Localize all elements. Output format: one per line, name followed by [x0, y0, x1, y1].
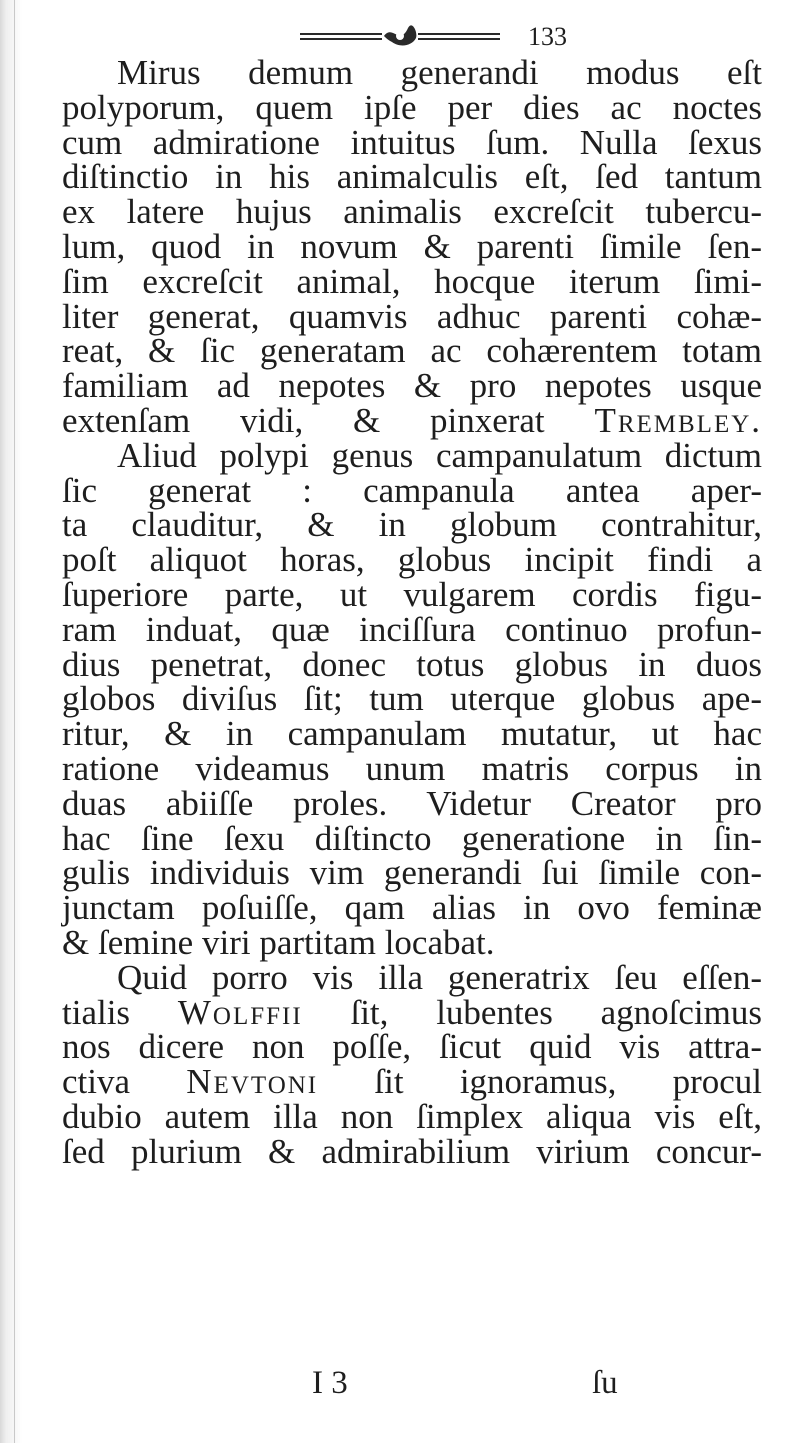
text-fragment: tialis — [62, 992, 131, 1032]
text-line: & ſemine viri partitam locabat. — [62, 922, 495, 962]
page-binding-edge — [0, 0, 22, 1443]
text-line: ſed plurium & admirabilium virium concur- — [62, 1131, 762, 1171]
text-line: liter generat, quamvis adhuc parenti cohæ- — [62, 296, 762, 336]
text-fragment: extenſam vidi, & pinxerat — [62, 400, 545, 440]
text-line: ratione videamus unum matris corpus in — [62, 748, 762, 788]
printers-ornament-icon — [300, 22, 500, 52]
text-line: hac ſine ſexu diſtincto generatione in ſin- — [62, 818, 762, 858]
name-wolffii: Wolffii — [177, 992, 303, 1032]
text-line — [62, 1062, 762, 1102]
text-line: gulis individuis vim generandi ſui ſimile con- — [62, 853, 762, 893]
text-line: poſt aliquot horas, globus incipit findi a — [62, 540, 762, 580]
text-line: ſim excreſcit animal, hocque iterum ſimi- — [62, 261, 762, 301]
name-nevtoni: Nevtoni — [186, 1062, 319, 1102]
text-line: duas abiiſſe proles. Videtur Creator pro — [62, 783, 762, 823]
text-line: Mirus demum generandi modus eſt — [117, 53, 762, 92]
text-line: cum admiratione intuitus ſum. Nulla ſexus — [62, 122, 762, 162]
text-line: nos dicere non poſſe, ſicut quid vis attra- — [62, 1027, 762, 1067]
text-line: ram induat, quæ inciſſura continuo profun- — [62, 609, 762, 649]
text-line: Aliud polypi genus campanulatum dictum — [117, 435, 762, 475]
text-line: lum, quod in novum & parenti ſimile ſen- — [62, 226, 762, 266]
text-fragment: ſit ignoramus, procul — [374, 1062, 762, 1102]
text-line: polyporum, quem ipſe per dies ac noctes — [62, 87, 762, 127]
text-line: junctam poſuiſſe, qam alias in ovo feminæ — [62, 888, 762, 928]
page-number: 133 — [528, 22, 567, 51]
text-line: familiam ad nepotes & pro nepotes usque — [62, 366, 762, 406]
text-line: dius penetrat, donec totus globus in duos — [62, 644, 762, 684]
text-line: ſic generat : campanula antea aper- — [62, 470, 762, 510]
text-line: ſuperiore parte, ut vulgarem cordis figu- — [62, 574, 762, 614]
text-line: Quid porro vis illa generatrix ſeu eſſen- — [117, 957, 762, 997]
signature-mark: I 3 — [312, 1365, 348, 1401]
text-line — [62, 400, 763, 440]
catchword: ſu — [592, 1365, 618, 1401]
text-line: diſtinctio in his animalculis eſt, ſed tantum — [62, 157, 762, 197]
text-line: dubio autem illa non ſimplex aliqua vis eſt, — [62, 1096, 762, 1136]
page-footer — [62, 1365, 762, 1401]
text-line: ritur, & in campanulam mutatur, ut hac — [62, 714, 762, 754]
text-line — [62, 992, 762, 1032]
text-line: globos diviſus ſit; tum uterque globus ape- — [62, 679, 762, 719]
text-line: reat, & ſic generatam ac cohærentem totam — [62, 331, 762, 371]
text-fragment: ctiva — [62, 1062, 131, 1102]
text-fragment: ſit, lubentes agnoſcimus — [350, 992, 762, 1032]
name-trembley: Trembley. — [594, 400, 763, 440]
page-binding-line — [14, 0, 15, 1443]
text-line: ta clauditur, & in globum contrahitur, — [62, 505, 762, 545]
body-text — [62, 53, 763, 1171]
text-line: ex latere hujus animalis excreſcit tubercu- — [62, 192, 762, 232]
